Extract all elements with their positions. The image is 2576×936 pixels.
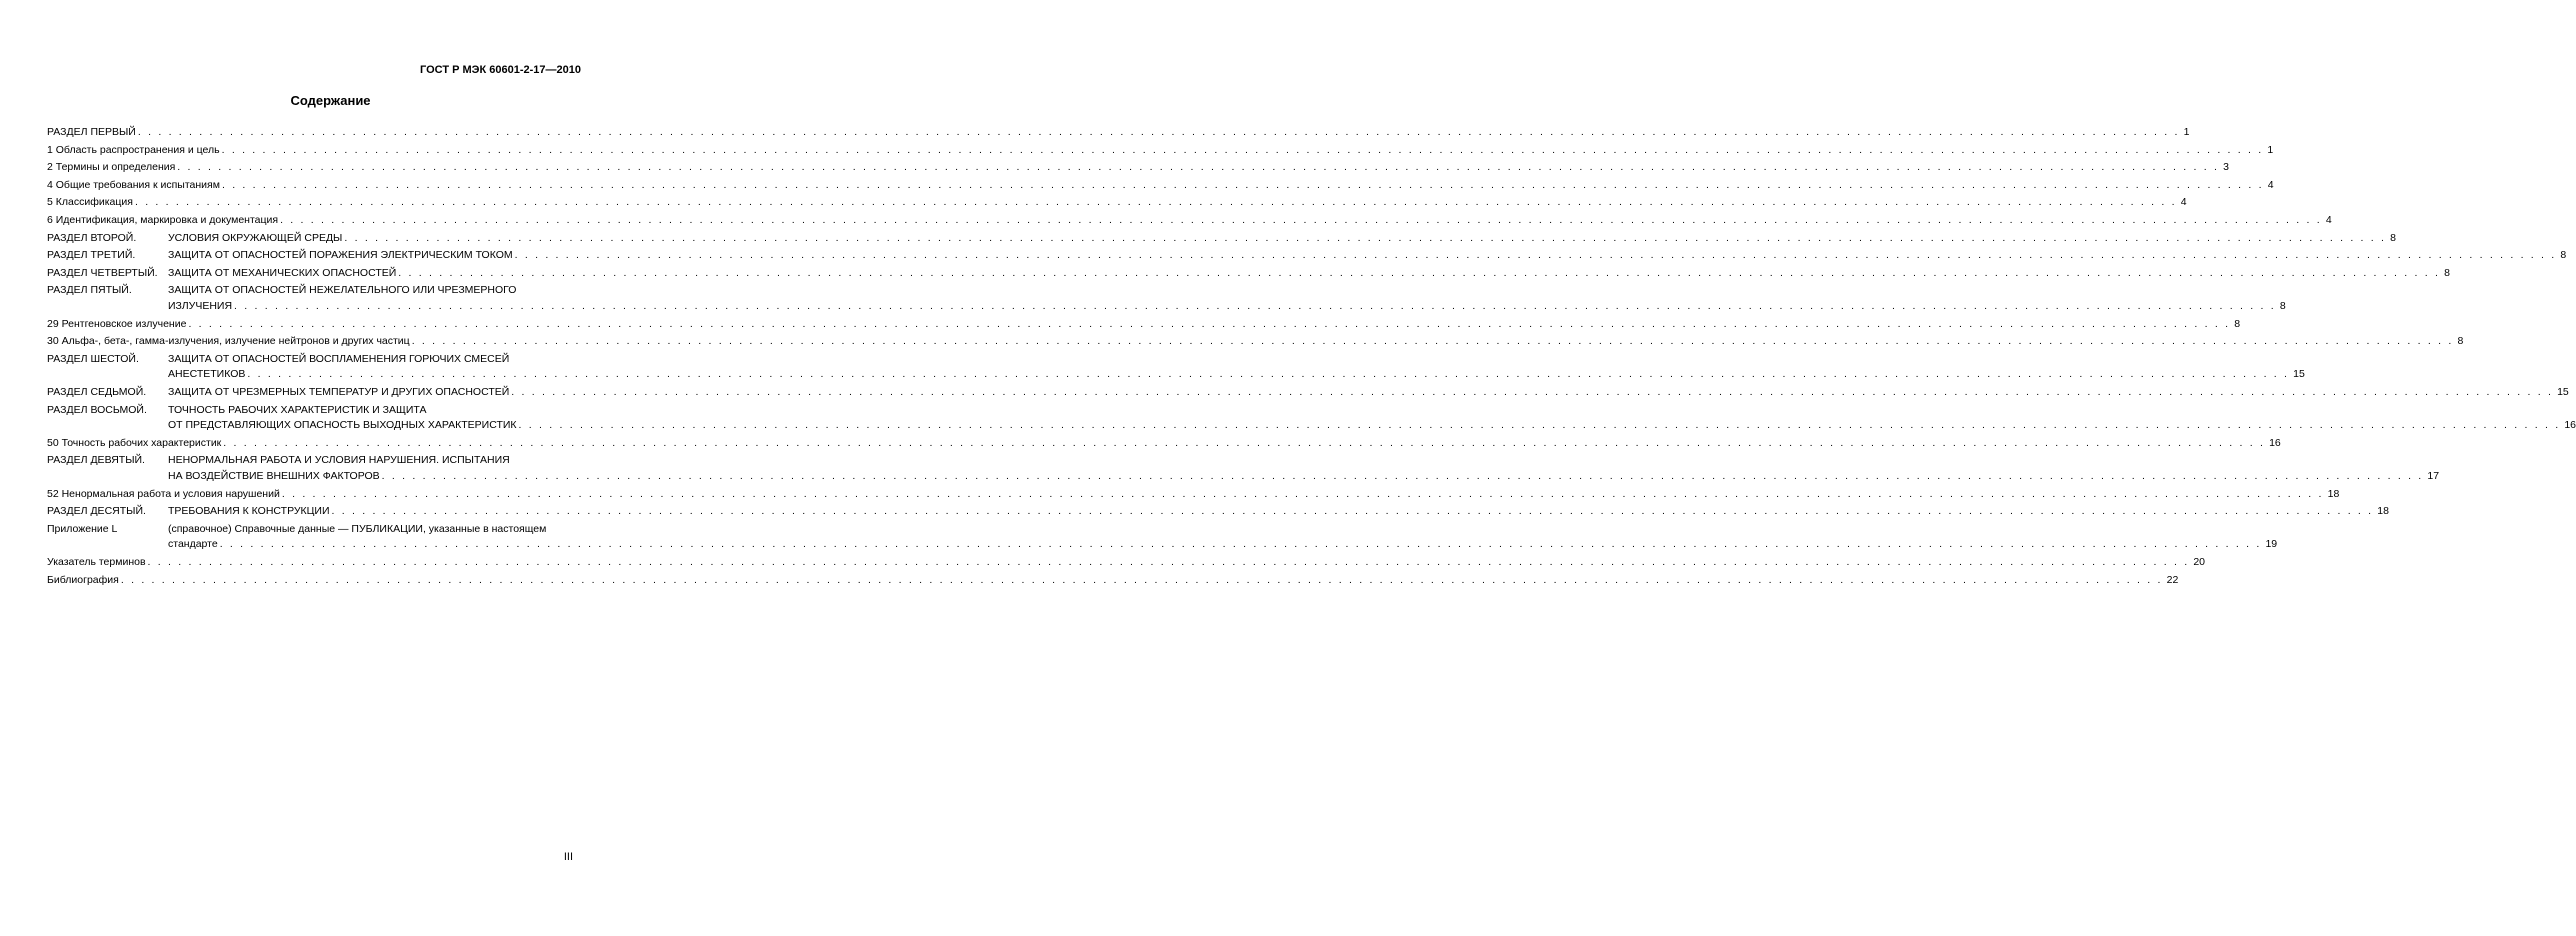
toc-leader-dots: . . . . . . . . . . . . . . . . . . . . . . . . . . . . . . . . . . . . . . . . . . . . . . . . . . . . . . . . . . . . . . . . . . . . . . . . . . . . . . . . . . . . . . . . . . . . . . . . . . . . . . . . . . . . . . . . . . . . . . . . . . . . . . . . . . . . . . . . . . . . . . . . . . . . . . . . . . . . . . . . . . . . . . . . . . . . . . . . . . . . . . . . . . . . . . . . . . . . . . . .	[281, 487, 2324, 500]
toc-line	[47, 247, 2567, 263]
toc-line	[47, 452, 583, 468]
toc-leader-dots: . . . . . . . . . . . . . . . . . . . . . . . . . . . . . . . . . . . . . . . . . . . . . . . . . . . . . . . . . . . . . . . . . . . . . . . . . . . . . . . . . . . . . . . . . . . . . . . . . . . . . . . . . . . . . . . . . . . . . . . . . . . . . . . . . . . . . . . . . . . . . . . . . . . . . . . . . . . . . . . . . . . . . . . . . . . . . . . . . . . . . . . . . . . . . . . . . . . . . . . .	[247, 368, 2290, 381]
toc-leader-dots: . . . . . . . . . . . . . . . . . . . . . . . . . . . . . . . . . . . . . . . . . . . . . . . . . . . . . . . . . . . . . . . . . . . . . . . . . . . . . . . . . . . . . . . . . . . . . . . . . . . . . . . . . . . . . . . . . . . . . . . . . . . . . . . . . . . . . . . . . . . . . . . . . . . . . . . . . . . . . . . . . . . . . . . . . . . . . . . . . . . . . . . . . . . . . . . . . . . . . . . .	[120, 573, 2163, 586]
page-title: Содержание	[290, 93, 371, 108]
toc-section-label: РАЗДЕЛ ДЕСЯТЫЙ.	[47, 505, 146, 518]
toc-line	[47, 124, 2190, 140]
toc-leader-dots: . . . . . . . . . . . . . . . . . . . . . . . . . . . . . . . . . . . . . . . . . . . . . . . . . . . . . . . . . . . . . . . . . . . . . . . . . . . . . . . . . . . . . . . . . . . . . . . . . . . . . . . . . . . . . . . . . . . . . . . . . . . . . . . . . . . . . . . . . . . . . . . . . . . . . . . . . . . . . . . . . . . . . . . . . . . . . . . . . . . . . . . . . . . . . . . . . . . . . . . .	[147, 556, 2190, 568]
toc-entry-text: НА ВОЗДЕЙСТВИЕ ВНЕШНИХ ФАКТОРОВ	[168, 470, 380, 482]
toc-leader-dots: . . . . . . . . . . . . . . . . . . . . . . . . . . . . . . . . . . . . . . . . . . . . . . . . . . . . . . . . . . . . . . . . . . . . . . . . . . . . . . . . . . . . . . . . . . . . . . . . . . . . . . . . . . . . . . . . . . . . . . . . . . . . . . . . . . . . . . . . . . . . . . . . . . . . . . . . . . . . . . . . . . . . . . . . . . . . . . . . . . . . . . . . . . . . . . . . . . . . . . . .	[518, 419, 2561, 432]
toc-page-number: 16	[2564, 419, 2576, 432]
toc-leader-dots: . . . . . . . . . . . . . . . . . . . . . . . . . . . . . . . . . . . . . . . . . . . . . . . . . . . . . . . . . . . . . . . . . . . . . . . . . . . . . . . . . . . . . . . . . . . . . . . . . . . . . . . . . . . . . . . . . . . . . . . . . . . . . . . . . . . . . . . . . . . . . . . . . . . . . . . . . . . . . . . . . . . . . . . . . . . . . . . . . . . . . . . . . . . . . . . . . . . . . . . .	[221, 178, 2264, 191]
toc-page-number: 4	[2180, 196, 2187, 209]
toc-leader-dots: . . . . . . . . . . . . . . . . . . . . . . . . . . . . . . . . . . . . . . . . . . . . . . . . . . . . . . . . . . . . . . . . . . . . . . . . . . . . . . . . . . . . . . . . . . . . . . . . . . . . . . . . . . . . . . . . . . . . . . . . . . . . . . . . . . . . . . . . . . . . . . . . . . . . . . . . . . . . . . . . . . . . . . . . . . . . . . . . . . . . . . . . . . . . . . . . . . . . . . . .	[223, 436, 2266, 449]
toc-line	[47, 503, 2389, 519]
toc-page-number: 4	[2267, 178, 2274, 191]
toc-line	[47, 333, 2464, 349]
toc-line	[47, 468, 2440, 484]
toc-leader-dots: . . . . . . . . . . . . . . . . . . . . . . . . . . . . . . . . . . . . . . . . . . . . . . . . . . . . . . . . . . . . . . . . . . . . . . . . . . . . . . . . . . . . . . . . . . . . . . . . . . . . . . . . . . . . . . . . . . . . . . . . . . . . . . . . . . . . . . . . . . . . . . . . . . . . . . . . . . . . . . . . . . . . . . . . . . . . . . . . . . . . . . . . . . . . . . . . . . . . . . . .	[344, 231, 2387, 244]
toc-entry-text: 2 Термины и определения	[47, 161, 176, 174]
toc-page-number: 8	[2390, 231, 2396, 244]
toc-section-label: РАЗДЕЛ ЧЕТВЕРТЫЙ.	[47, 266, 158, 279]
toc-line	[47, 402, 583, 418]
toc-line	[47, 142, 2274, 158]
toc-page-number: 1	[2267, 143, 2274, 156]
standard-designation: ГОСТ Р МЭК 60601-2-17—2010	[420, 64, 581, 76]
toc-line	[47, 230, 2396, 246]
toc-line	[47, 486, 2340, 502]
toc-section-label: РАЗДЕЛ ВОСЬМОЙ.	[47, 403, 147, 416]
toc-page-number: 15	[2293, 368, 2305, 381]
toc-page-number: 1	[2183, 126, 2190, 138]
toc-entry-text: 52 Ненормальная работа и условия нарушений	[47, 487, 280, 500]
toc-page-number: 3	[2223, 161, 2229, 174]
toc-page-number: 15	[2557, 386, 2569, 398]
toc-entry-text: ОТ ПРЕДСТАВЛЯЮЩИХ ОПАСНОСТЬ ВЫХОДНЫХ ХАРАКТЕРИСТИК	[168, 419, 517, 432]
toc-page-number: 20	[2193, 556, 2206, 568]
toc-leader-dots: . . . . . . . . . . . . . . . . . . . . . . . . . . . . . . . . . . . . . . . . . . . . . . . . . . . . . . . . . . . . . . . . . . . . . . . . . . . . . . . . . . . . . . . . . . . . . . . . . . . . . . . . . . . . . . . . . . . . . . . . . . . . . . . . . . . . . . . . . . . . . . . . . . . . . . . . . . . . . . . . . . . . . . . . . . . . . . . . . . . . . . . . . . . . . . . . . . . . . . . .	[381, 470, 2424, 482]
toc-line	[47, 366, 2305, 382]
toc-entry-text: ЗАЩИТА ОТ ОПАСНОСТЕЙ ВОСПЛАМЕНЕНИЯ ГОРЮЧИХ СМЕСЕЙ	[168, 352, 510, 365]
toc-line	[47, 536, 2278, 552]
toc-page-number: 18	[2327, 487, 2340, 500]
toc-entry-text: НЕНОРМАЛЬНАЯ РАБОТА И УСЛОВИЯ НАРУШЕНИЯ. ИСПЫТАНИЯ	[168, 454, 510, 467]
toc-page-number: 8	[2234, 317, 2241, 330]
toc-page-number: 8	[2457, 335, 2464, 348]
toc-section-label: РАЗДЕЛ ДЕВЯТЫЙ.	[47, 454, 145, 467]
toc-entry-text: (справочное) Справочные данные — ПУБЛИКАЦИИ, указанные в настоящем	[168, 522, 547, 535]
toc-leader-dots: . . . . . . . . . . . . . . . . . . . . . . . . . . . . . . . . . . . . . . . . . . . . . . . . . . . . . . . . . . . . . . . . . . . . . . . . . . . . . . . . . . . . . . . . . . . . . . . . . . . . . . . . . . . . . . . . . . . . . . . . . . . . . . . . . . . . . . . . . . . . . . . . . . . . . . . . . . . . . . . . . . . . . . . . . . . . . . . . . . . . . . . . . . . . . . . . . . . . . . . .	[137, 126, 2180, 138]
toc-entry-text: 29 Рентгеновское излучение	[47, 317, 187, 330]
toc-entry-text: 4 Общие требования к испытаниям	[47, 178, 220, 191]
toc-entry-text: ЗАЩИТА ОТ МЕХАНИЧЕСКИХ ОПАСНОСТЕЙ	[168, 266, 397, 279]
toc-line	[47, 384, 2569, 400]
toc-leader-dots: . . . . . . . . . . . . . . . . . . . . . . . . . . . . . . . . . . . . . . . . . . . . . . . . . . . . . . . . . . . . . . . . . . . . . . . . . . . . . . . . . . . . . . . . . . . . . . . . . . . . . . . . . . . . . . . . . . . . . . . . . . . . . . . . . . . . . . . . . . . . . . . . . . . . . . . . . . . . . . . . . . . . . . . . . . . . . . . . . . . . . . . . . . . . . . . . . . . . . . . .	[280, 214, 2322, 226]
toc-line	[47, 194, 2187, 210]
toc-line	[47, 572, 2179, 588]
toc-entry-text: ТРЕБОВАНИЯ К КОНСТРУКЦИИ	[168, 505, 330, 518]
toc-entry-text: ЗАЩИТА ОТ ЧРЕЗМЕРНЫХ ТЕМПЕРАТУР И ДРУГИХ ОПАСНОСТЕЙ	[168, 386, 510, 398]
toc-section-label: РАЗДЕЛ ШЕСТОЙ.	[47, 352, 139, 365]
toc-entry-text: Указатель терминов	[47, 556, 146, 568]
toc-page-number: 4	[2325, 214, 2332, 226]
toc-entry-text: 1 Область распространения и цель	[47, 143, 220, 156]
toc-leader-dots: . . . . . . . . . . . . . . . . . . . . . . . . . . . . . . . . . . . . . . . . . . . . . . . . . . . . . . . . . . . . . . . . . . . . . . . . . . . . . . . . . . . . . . . . . . . . . . . . . . . . . . . . . . . . . . . . . . . . . . . . . . . . . . . . . . . . . . . . . . . . . . . . . . . . . . . . . . . . . . . . . . . . . . . . . . . . . . . . . . . . . . . . . . . . . . . . . . . . . . . .	[411, 335, 2454, 348]
toc-leader-dots: . . . . . . . . . . . . . . . . . . . . . . . . . . . . . . . . . . . . . . . . . . . . . . . . . . . . . . . . . . . . . . . . . . . . . . . . . . . . . . . . . . . . . . . . . . . . . . . . . . . . . . . . . . . . . . . . . . . . . . . . . . . . . . . . . . . . . . . . . . . . . . . . . . . . . . . . . . . . . . . . . . . . . . . . . . . . . . . . . . . . . . . . . . . . . . . . . . . . . . . .	[219, 538, 2262, 551]
toc-line	[47, 212, 2332, 228]
toc-leader-dots: . . . . . . . . . . . . . . . . . . . . . . . . . . . . . . . . . . . . . . . . . . . . . . . . . . . . . . . . . . . . . . . . . . . . . . . . . . . . . . . . . . . . . . . . . . . . . . . . . . . . . . . . . . . . . . . . . . . . . . . . . . . . . . . . . . . . . . . . . . . . . . . . . . . . . . . . . . . . . . . . . . . . . . . . . . . . . . . . . . . . . . . . . . . . . . . . . . . . . . . .	[134, 196, 2177, 209]
toc-page-number: 17	[2427, 470, 2440, 482]
toc-entry-text: 30 Альфа-, бета-, гамма-излучения, излучение нейтронов и других частиц	[47, 335, 410, 348]
toc-section-label: РАЗДЕЛ СЕДЬМОЙ.	[47, 386, 147, 398]
toc-page-number: 16	[2269, 436, 2281, 449]
toc-line	[47, 521, 583, 537]
toc-line	[47, 554, 2206, 570]
toc-leader-dots: . . . . . . . . . . . . . . . . . . . . . . . . . . . . . . . . . . . . . . . . . . . . . . . . . . . . . . . . . . . . . . . . . . . . . . . . . . . . . . . . . . . . . . . . . . . . . . . . . . . . . . . . . . . . . . . . . . . . . . . . . . . . . . . . . . . . . . . . . . . . . . . . . . . . . . . . . . . . . . . . . . . . . . . . . . . . . . . . . . . . . . . . . . . . . . . . . . . . . . . .	[177, 161, 2220, 174]
toc-leader-dots: . . . . . . . . . . . . . . . . . . . . . . . . . . . . . . . . . . . . . . . . . . . . . . . . . . . . . . . . . . . . . . . . . . . . . . . . . . . . . . . . . . . . . . . . . . . . . . . . . . . . . . . . . . . . . . . . . . . . . . . . . . . . . . . . . . . . . . . . . . . . . . . . . . . . . . . . . . . . . . . . . . . . . . . . . . . . . . . . . . . . . . . . . . . . . . . . . . . . . . . .	[331, 505, 2374, 518]
toc-line	[47, 417, 2576, 433]
page-number: III	[563, 851, 573, 863]
toc-line	[47, 435, 2281, 451]
toc-leader-dots: . . . . . . . . . . . . . . . . . . . . . . . . . . . . . . . . . . . . . . . . . . . . . . . . . . . . . . . . . . . . . . . . . . . . . . . . . . . . . . . . . . . . . . . . . . . . . . . . . . . . . . . . . . . . . . . . . . . . . . . . . . . . . . . . . . . . . . . . . . . . . . . . . . . . . . . . . . . . . . . . . . . . . . . . . . . . . . . . . . . . . . . . . . . . . . . . . . . . . . . .	[398, 266, 2441, 279]
toc-entry-text: ИЗЛУЧЕНИЯ	[168, 300, 233, 312]
toc-section-label: РАЗДЕЛ ПЯТЫЙ.	[47, 284, 132, 297]
toc-page-number: 8	[2444, 266, 2450, 279]
toc-leader-dots: . . . . . . . . . . . . . . . . . . . . . . . . . . . . . . . . . . . . . . . . . . . . . . . . . . . . . . . . . . . . . . . . . . . . . . . . . . . . . . . . . . . . . . . . . . . . . . . . . . . . . . . . . . . . . . . . . . . . . . . . . . . . . . . . . . . . . . . . . . . . . . . . . . . . . . . . . . . . . . . . . . . . . . . . . . . . . . . . . . . . . . . . . . . . . . . . . . . . . . . .	[221, 143, 2264, 156]
toc-entry-text: стандарте	[168, 538, 218, 551]
toc-entry-text: РАЗДЕЛ ПЕРВЫЙ	[47, 126, 136, 138]
toc-leader-dots: . . . . . . . . . . . . . . . . . . . . . . . . . . . . . . . . . . . . . . . . . . . . . . . . . . . . . . . . . . . . . . . . . . . . . . . . . . . . . . . . . . . . . . . . . . . . . . . . . . . . . . . . . . . . . . . . . . . . . . . . . . . . . . . . . . . . . . . . . . . . . . . . . . . . . . . . . . . . . . . . . . . . . . . . . . . . . . . . . . . . . . . . . . . . . . . . . . . . . . . .	[188, 317, 2231, 330]
toc-entry-text: Библиография	[47, 573, 119, 586]
toc-entry-text: ЗАЩИТА ОТ ОПАСНОСТЕЙ НЕЖЕЛАТЕЛЬНОГО ИЛИ ЧРЕЗМЕРНОГО	[168, 284, 517, 297]
toc-page-number: 8	[2560, 249, 2567, 262]
toc-entry-text: УСЛОВИЯ ОКРУЖАЮЩЕЙ СРЕДЫ	[168, 231, 343, 244]
toc-page-number: 22	[2166, 573, 2179, 586]
toc-page-number: 19	[2265, 538, 2278, 551]
toc-line	[47, 298, 2286, 314]
toc-page-number: 8	[2279, 300, 2286, 312]
toc-entry-text: ТОЧНОСТЬ РАБОЧИХ ХАРАКТЕРИСТИК И ЗАЩИТА	[168, 403, 427, 416]
toc-leader-dots: . . . . . . . . . . . . . . . . . . . . . . . . . . . . . . . . . . . . . . . . . . . . . . . . . . . . . . . . . . . . . . . . . . . . . . . . . . . . . . . . . . . . . . . . . . . . . . . . . . . . . . . . . . . . . . . . . . . . . . . . . . . . . . . . . . . . . . . . . . . . . . . . . . . . . . . . . . . . . . . . . . . . . . . . . . . . . . . . . . . . . . . . . . . . . . . . . . . . . . . .	[514, 249, 2557, 262]
toc-line	[47, 282, 583, 298]
toc-section-label: РАЗДЕЛ ТРЕТИЙ.	[47, 249, 136, 262]
toc-line	[47, 351, 583, 367]
toc-leader-dots: . . . . . . . . . . . . . . . . . . . . . . . . . . . . . . . . . . . . . . . . . . . . . . . . . . . . . . . . . . . . . . . . . . . . . . . . . . . . . . . . . . . . . . . . . . . . . . . . . . . . . . . . . . . . . . . . . . . . . . . . . . . . . . . . . . . . . . . . . . . . . . . . . . . . . . . . . . . . . . . . . . . . . . . . . . . . . . . . . . . . . . . . . . . . . . . . . . . . . . . .	[234, 300, 2276, 312]
toc-page-number: 18	[2377, 505, 2389, 518]
toc-line	[47, 177, 2274, 193]
toc-entry-text: 6 Идентификация, маркировка и документация	[47, 214, 279, 226]
toc-section-label: Приложение L	[47, 522, 118, 535]
toc-entry-text: 5 Классификация	[47, 196, 133, 209]
toc-entry-text: ЗАЩИТА ОТ ОПАСНОСТЕЙ ПОРАЖЕНИЯ ЭЛЕКТРИЧЕСКИМ ТОКОМ	[168, 249, 513, 262]
toc-line	[47, 316, 2241, 332]
toc-entry-text: 50 Точность рабочих характеристик	[47, 436, 222, 449]
toc-leader-dots: . . . . . . . . . . . . . . . . . . . . . . . . . . . . . . . . . . . . . . . . . . . . . . . . . . . . . . . . . . . . . . . . . . . . . . . . . . . . . . . . . . . . . . . . . . . . . . . . . . . . . . . . . . . . . . . . . . . . . . . . . . . . . . . . . . . . . . . . . . . . . . . . . . . . . . . . . . . . . . . . . . . . . . . . . . . . . . . . . . . . . . . . . . . . . . . . . . . . . . . .	[511, 386, 2554, 398]
toc-line	[47, 159, 2229, 175]
toc-section-label: РАЗДЕЛ ВТОРОЙ.	[47, 231, 137, 244]
toc-entry-text: АНЕСТЕТИКОВ	[168, 368, 246, 381]
toc-line	[47, 265, 2450, 281]
